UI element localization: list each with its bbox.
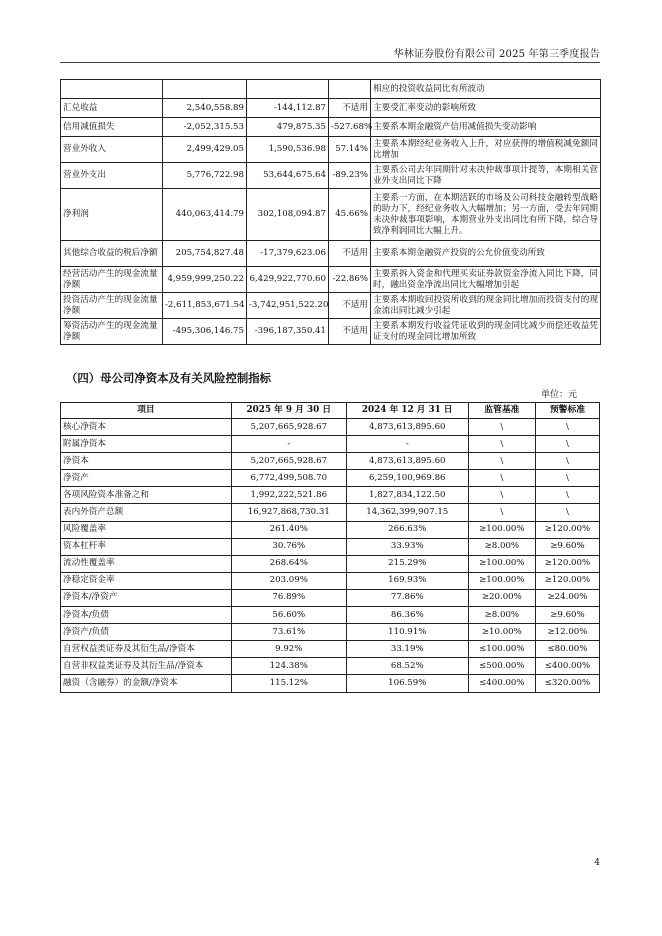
current-value-cell: [163, 80, 247, 99]
prior-value-cell: -17,379,623.06: [247, 241, 329, 267]
current-value-cell: 16,927,868,730.31: [231, 504, 346, 521]
change-pct-cell: 45.66%: [329, 189, 371, 241]
item-cell: 信用减值损失: [61, 118, 163, 137]
regulatory-benchmark-cell: ≥8.00%: [468, 607, 535, 624]
item-cell: 资本杠杆率: [61, 538, 232, 555]
current-value-cell: 440,063,414.79: [163, 189, 247, 241]
column-header: 2025 年 9 月 30 日: [231, 403, 346, 419]
warning-standard-cell: \: [535, 470, 599, 487]
table-row: [61, 80, 601, 99]
change-pct-cell: 不适用: [329, 241, 371, 267]
warning-standard-cell: ≥12.00%: [535, 624, 599, 641]
table-row: [61, 99, 601, 118]
item-cell: 筹资活动产生的现金流量净额: [61, 319, 163, 345]
item-cell: 净利润: [61, 189, 163, 241]
reason-cell: 主要受汇率变动的影响所致: [371, 99, 601, 118]
change-pct-cell: -89.23%: [329, 163, 371, 189]
current-value-cell: 205,754,827.48: [163, 241, 247, 267]
reason-cell: 主要系公司去年同期针对未决仲裁事项计提等，本期相关营业外支出同比下降: [371, 163, 601, 189]
item-cell: 净资本/负债: [61, 607, 232, 624]
warning-standard-cell: \: [535, 419, 599, 436]
regulatory-benchmark-cell: ≤500.00%: [468, 658, 535, 675]
change-reasons-table: [60, 79, 601, 345]
item-cell: 流动性覆盖率: [61, 555, 232, 572]
table-row: [61, 241, 601, 267]
prior-value-cell: 14,362,399,907.15: [346, 504, 468, 521]
warning-standard-cell: ≥9.60%: [535, 607, 599, 624]
item-cell: 附属净资本: [61, 436, 232, 453]
prior-value-cell: 1,590,536.98: [247, 137, 329, 163]
column-header: 预警标准: [535, 403, 599, 419]
table-row: [61, 607, 600, 624]
current-value-cell: -2,611,853,671.54: [163, 293, 247, 319]
prior-value-cell: 4,873,613,895.60: [346, 419, 468, 436]
prior-value-cell: [247, 80, 329, 99]
item-cell: 营业外支出: [61, 163, 163, 189]
table-row: [61, 624, 600, 641]
warning-standard-cell: \: [535, 436, 599, 453]
prior-value-cell: -144,112.87: [247, 99, 329, 118]
column-header: 项目: [61, 403, 232, 419]
change-pct-cell: 不适用: [329, 99, 371, 118]
reason-cell: 主要系本期金融资产投资的公允价值变动所致: [371, 241, 601, 267]
current-value-cell: 203.09%: [231, 572, 346, 589]
current-value-cell: -: [231, 436, 346, 453]
table-header-row: [61, 403, 600, 419]
prior-value-cell: 77.86%: [346, 589, 468, 606]
table-row: [61, 453, 600, 470]
table-row: [61, 419, 600, 436]
table-row: [61, 521, 600, 538]
reason-cell: 主要系本期收回投资所收到的现金同比增加而投资支付的现金流出同比减少引起: [371, 293, 601, 319]
unit-label: 单位：元: [540, 390, 577, 400]
warning-standard-cell: \: [535, 487, 599, 504]
item-cell: [61, 80, 163, 99]
table-row: [61, 118, 601, 137]
table-row: [61, 589, 600, 606]
item-cell: 净资产/负债: [61, 624, 232, 641]
current-value-cell: 261.40%: [231, 521, 346, 538]
item-cell: 净资本/净资产: [61, 589, 232, 606]
current-value-cell: 5,207,665,928.67: [231, 419, 346, 436]
table-row: [61, 504, 600, 521]
warning-standard-cell: ≥120.00%: [535, 521, 599, 538]
current-value-cell: -495,306,146.75: [163, 319, 247, 345]
item-cell: 表内外资产总额: [61, 504, 232, 521]
regulatory-benchmark-cell: \: [468, 453, 535, 470]
change-pct-cell: -527.68%: [329, 118, 371, 137]
table-row: [61, 137, 601, 163]
regulatory-benchmark-cell: \: [468, 419, 535, 436]
warning-standard-cell: ≤400.00%: [535, 658, 599, 675]
current-value-cell: 124.38%: [231, 658, 346, 675]
prior-value-cell: 479,875.35: [247, 118, 329, 137]
prior-value-cell: -: [346, 436, 468, 453]
current-value-cell: 2,499,429.05: [163, 137, 247, 163]
table-row: [61, 538, 600, 555]
prior-value-cell: 33.19%: [346, 641, 468, 658]
current-value-cell: 5,776,722.98: [163, 163, 247, 189]
prior-value-cell: 33.93%: [346, 538, 468, 555]
change-pct-cell: 不适用: [329, 293, 371, 319]
reason-cell: 主要系本期金融资产信用减值损失变动影响: [371, 118, 601, 137]
current-value-cell: 1,992,222,521.86: [231, 487, 346, 504]
current-value-cell: 6,772,499,508.70: [231, 470, 346, 487]
warning-standard-cell: ≤80.00%: [535, 641, 599, 658]
warning-standard-cell: ≥24.00%: [535, 589, 599, 606]
prior-value-cell: 302,108,094.87: [247, 189, 329, 241]
prior-value-cell: 6,259,100,969.86: [346, 470, 468, 487]
table-row: [61, 189, 601, 241]
prior-value-cell: 215.29%: [346, 555, 468, 572]
table-row: [61, 436, 600, 453]
prior-value-cell: 4,873,613,895.60: [346, 453, 468, 470]
section-title: （四）母公司净资本及有关风险控制指标: [66, 371, 272, 385]
regulatory-benchmark-cell: \: [468, 436, 535, 453]
table-row: [61, 267, 601, 293]
regulatory-benchmark-cell: \: [468, 504, 535, 521]
table-row: [61, 555, 600, 572]
item-cell: 净稳定资金率: [61, 572, 232, 589]
regulatory-benchmark-cell: \: [468, 487, 535, 504]
item-cell: 自营非权益类证券及其衍生品/净资本: [61, 658, 232, 675]
current-value-cell: 30.76%: [231, 538, 346, 555]
table-row: [61, 293, 601, 319]
prior-value-cell: -3,742,951,522.20: [247, 293, 329, 319]
warning-standard-cell: ≥9.60%: [535, 538, 599, 555]
current-value-cell: 56.60%: [231, 607, 346, 624]
warning-standard-cell: \: [535, 453, 599, 470]
change-pct-cell: 不适用: [329, 319, 371, 345]
warning-standard-cell: ≥120.00%: [535, 572, 599, 589]
reason-cell: 主要系一方面，在本期活跃的市场及公司科技金融转型战略的助力下，经纪业务收入大幅增加；另一方面，受去年同期未决仲裁事项影响，本期营业外支出同比有所下降，综合导致净利润同比大幅上升。: [371, 189, 601, 241]
table-row: [61, 658, 600, 675]
reason-cell: 相应的投资收益同比有所波动: [371, 80, 601, 99]
table-row: [61, 641, 600, 658]
prior-value-cell: 106.59%: [346, 675, 468, 692]
header-rule: [60, 62, 600, 63]
item-cell: 核心净资本: [61, 419, 232, 436]
current-value-cell: 115.12%: [231, 675, 346, 692]
column-header: 2024 年 12 月 31 日: [346, 403, 468, 419]
current-value-cell: 73.61%: [231, 624, 346, 641]
regulatory-benchmark-cell: ≥10.00%: [468, 624, 535, 641]
table-row: [61, 163, 601, 189]
current-value-cell: -2,052,315.53: [163, 118, 247, 137]
item-cell: 自营权益类证券及其衍生品/净资本: [61, 641, 232, 658]
regulatory-benchmark-cell: \: [468, 470, 535, 487]
table-row: [61, 487, 600, 504]
regulatory-benchmark-cell: ≥100.00%: [468, 572, 535, 589]
reason-cell: 主要系本期发行收益凭证收到的现金同比减少而偿还收益凭证支付的现金同比增加所致: [371, 319, 601, 345]
change-pct-cell: -22.86%: [329, 267, 371, 293]
change-pct-cell: 57.14%: [329, 137, 371, 163]
prior-value-cell: 6,429,922,770.60: [247, 267, 329, 293]
prior-value-cell: -396,187,350.41: [247, 319, 329, 345]
prior-value-cell: 1,827,834,122.50: [346, 487, 468, 504]
regulatory-benchmark-cell: ≥100.00%: [468, 555, 535, 572]
item-cell: 其他综合收益的税后净额: [61, 241, 163, 267]
warning-standard-cell: \: [535, 504, 599, 521]
table-row: [61, 572, 600, 589]
reason-cell: 主要系拆入资金和代理买卖证券款资金净流入同比下降，同时，融出资金净流出同比大幅增加引起: [371, 267, 601, 293]
warning-standard-cell: ≤320.00%: [535, 675, 599, 692]
item-cell: 经营活动产生的现金流量净额: [61, 267, 163, 293]
current-value-cell: 2,540,558.89: [163, 99, 247, 118]
item-cell: 汇兑收益: [61, 99, 163, 118]
regulatory-benchmark-cell: ≥20.00%: [468, 589, 535, 606]
current-value-cell: 76.89%: [231, 589, 346, 606]
item-cell: 投资活动产生的现金流量净额: [61, 293, 163, 319]
prior-value-cell: 266.63%: [346, 521, 468, 538]
risk-indicators-table: [60, 402, 600, 693]
warning-standard-cell: ≥120.00%: [535, 555, 599, 572]
item-cell: 净资产: [61, 470, 232, 487]
item-cell: 融资（含融券）的金额/净资本: [61, 675, 232, 692]
prior-value-cell: 110.91%: [346, 624, 468, 641]
current-value-cell: 4,959,999,250.22: [163, 267, 247, 293]
prior-value-cell: 68.52%: [346, 658, 468, 675]
item-cell: 营业外收入: [61, 137, 163, 163]
current-value-cell: 268.64%: [231, 555, 346, 572]
prior-value-cell: 86.36%: [346, 607, 468, 624]
column-header: 监管基准: [468, 403, 535, 419]
item-cell: 净资本: [61, 453, 232, 470]
regulatory-benchmark-cell: ≥100.00%: [468, 521, 535, 538]
prior-value-cell: 53,644,675.64: [247, 163, 329, 189]
current-value-cell: 9.92%: [231, 641, 346, 658]
change-pct-cell: [329, 80, 371, 99]
prior-value-cell: 169.93%: [346, 572, 468, 589]
page-number: 4: [594, 858, 600, 868]
current-value-cell: 5,207,665,928.67: [231, 453, 346, 470]
reason-cell: 主要系本期经纪业务收入上升，对应获得的增值税减免额同比增加: [371, 137, 601, 163]
table-row: [61, 319, 601, 345]
regulatory-benchmark-cell: ≥8.00%: [468, 538, 535, 555]
item-cell: 风险覆盖率: [61, 521, 232, 538]
regulatory-benchmark-cell: ≤400.00%: [468, 675, 535, 692]
regulatory-benchmark-cell: ≤100.00%: [468, 641, 535, 658]
table-row: [61, 675, 600, 692]
table-row: [61, 470, 600, 487]
report-header: 华林证券股份有限公司 2025 年第三季度报告: [393, 49, 600, 60]
item-cell: 各项风险资本准备之和: [61, 487, 232, 504]
